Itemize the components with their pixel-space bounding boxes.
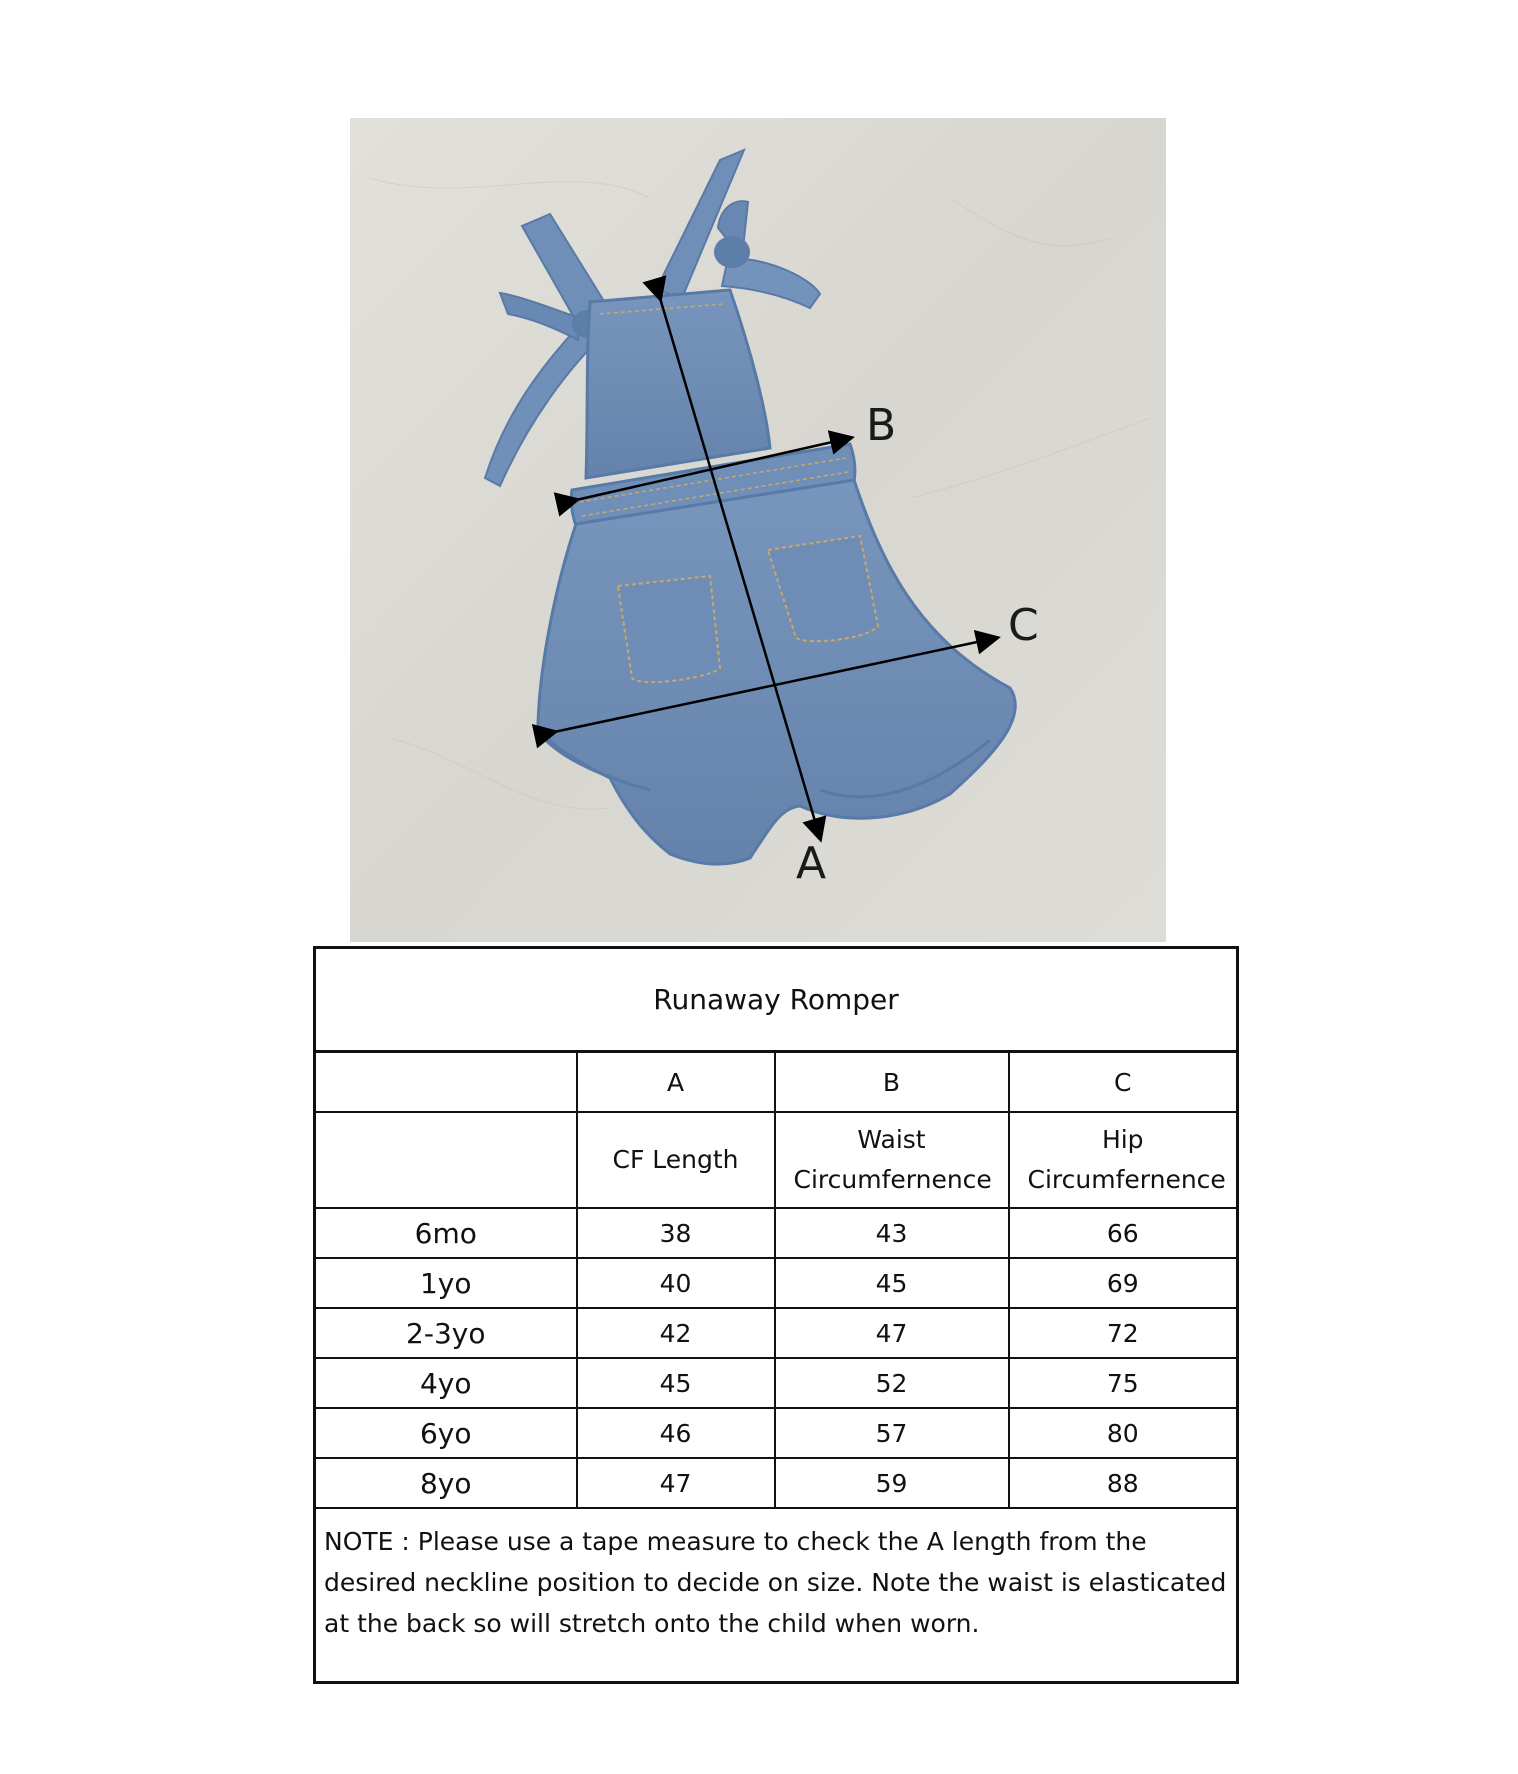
label-b: B [866,400,897,451]
table-title: Runaway Romper [315,948,1238,1052]
value-a: 47 [577,1458,775,1508]
header-letter-a: A [577,1052,775,1113]
value-a: 40 [577,1258,775,1308]
description-empty-cell [315,1112,577,1208]
value-c: 69 [1009,1258,1238,1308]
value-a: 38 [577,1208,775,1258]
romper-illustration [350,118,1166,942]
size-chart-table [313,946,1239,1684]
header-empty-cell [315,1052,577,1113]
value-a: 45 [577,1358,775,1408]
table-row [315,1408,1238,1458]
value-b: 43 [775,1208,1009,1258]
table-row [315,1358,1238,1408]
header-letters-row [315,1052,1238,1113]
value-b: 47 [775,1308,1009,1358]
value-b: 57 [775,1408,1009,1458]
size-label: 4yo [315,1358,577,1408]
table-row [315,1308,1238,1358]
value-a: 42 [577,1308,775,1358]
header-desc-c: Hip Circumfernence [1009,1112,1238,1208]
size-label: 6mo [315,1208,577,1258]
value-c: 66 [1009,1208,1238,1258]
value-b: 52 [775,1358,1009,1408]
header-letter-c: C [1009,1052,1238,1113]
header-desc-a: CF Length [577,1112,775,1208]
size-note: NOTE : Please use a tape measure to check the A length from the desired neckline position to decide on size. Note the waist is elasticated at the back so will stretch onto the child when worn. [315,1508,1238,1683]
value-c: 88 [1009,1458,1238,1508]
header-desc-b: Waist Circumfernence [775,1112,1009,1208]
table-row [315,1258,1238,1308]
value-c: 80 [1009,1408,1238,1458]
value-b: 45 [775,1258,1009,1308]
product-photo [350,118,1166,942]
value-c: 75 [1009,1358,1238,1408]
value-a: 46 [577,1408,775,1458]
size-label: 1yo [315,1258,577,1308]
label-c: C [1008,600,1039,651]
left-pocket [618,576,720,682]
value-c: 72 [1009,1308,1238,1358]
size-label: 8yo [315,1458,577,1508]
title-row [315,948,1238,1052]
label-a: A [796,838,827,889]
header-letter-b: B [775,1052,1009,1113]
value-b: 59 [775,1458,1009,1508]
table-row [315,1458,1238,1508]
header-description-row [315,1112,1238,1208]
size-label: 6yo [315,1408,577,1458]
table-row [315,1208,1238,1258]
note-row [315,1508,1238,1683]
size-label: 2-3yo [315,1308,577,1358]
